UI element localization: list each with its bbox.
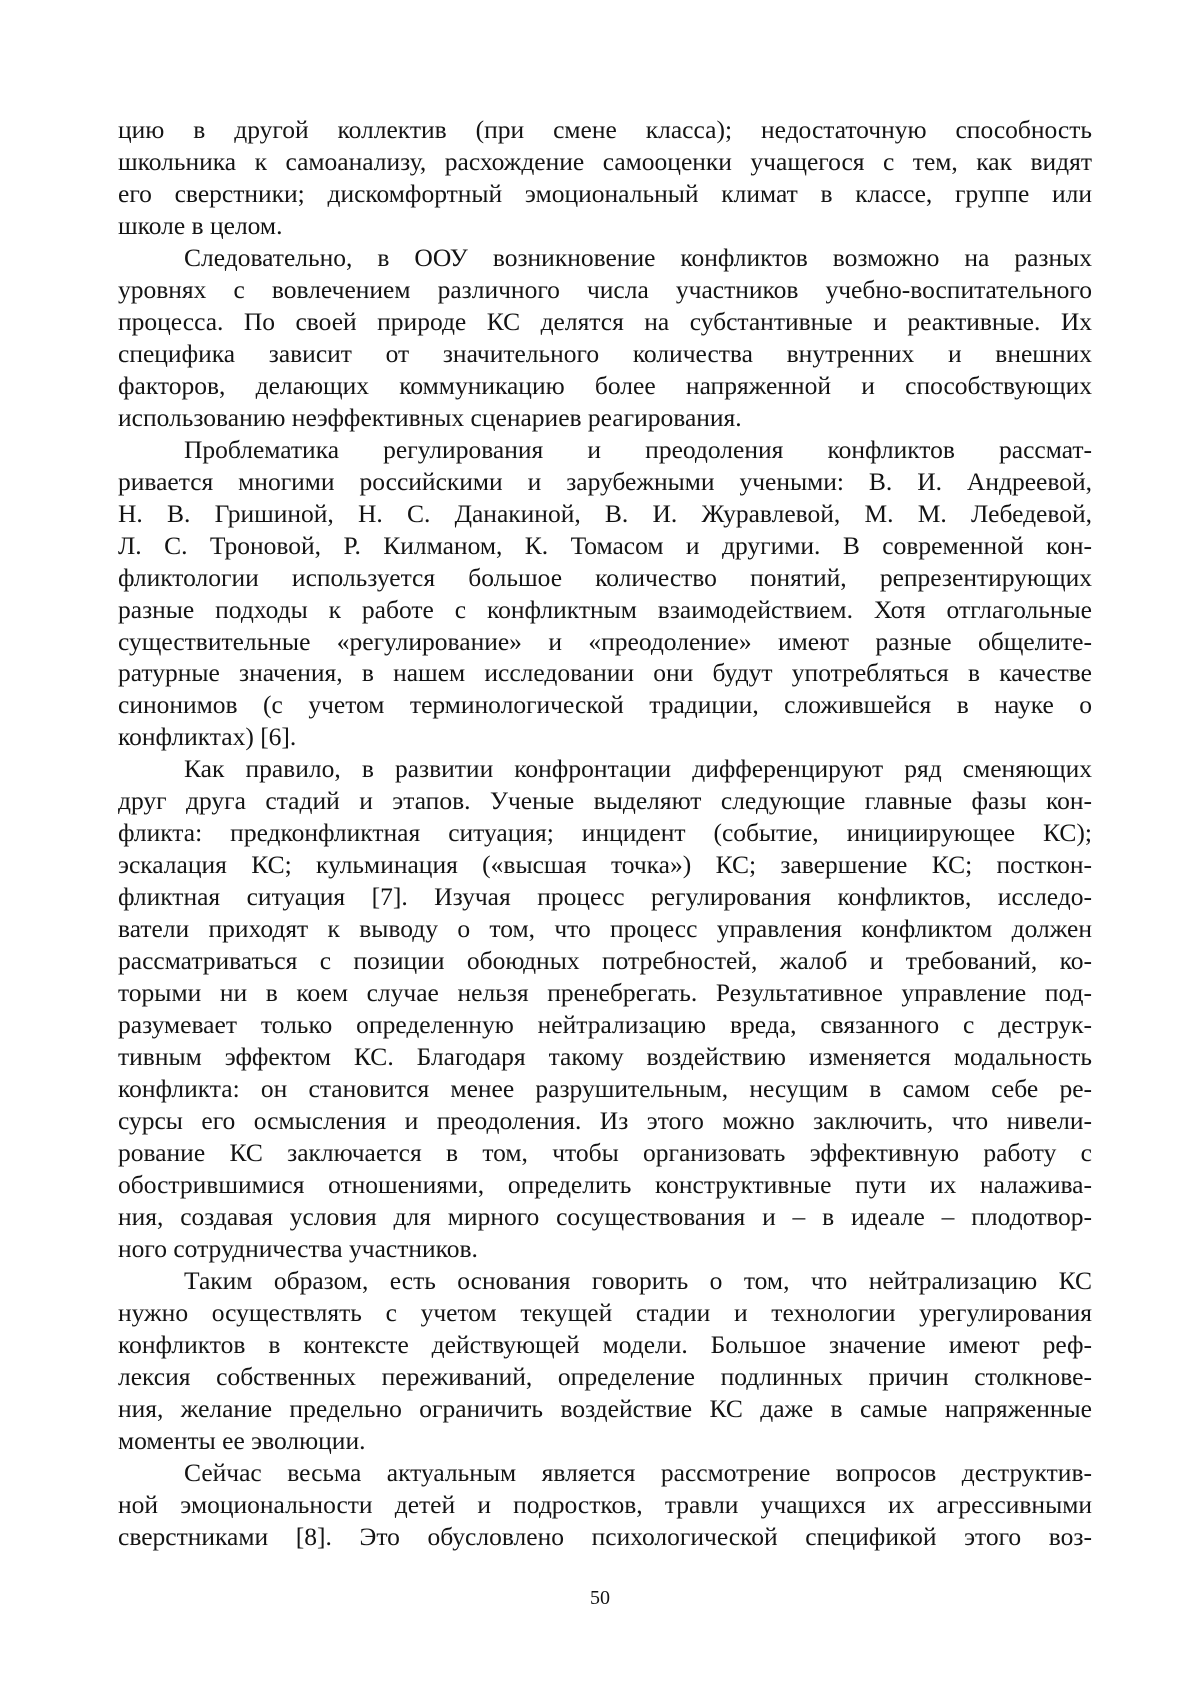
text-line: фликтная ситуация [7]. Изучая процесс регулирования конфликтов, исследо- (118, 882, 1092, 912)
paragraph-first-line: Таким образом, есть основания говорить о том, что нейтрализацию КС (184, 1265, 1092, 1295)
text-line: рование КС заключается в том, чтобы организовать эффективную работу с (118, 1138, 1092, 1167)
paragraph-first-line: Сейчас весьма актуальным является рассмотрение вопросов деструктив- (184, 1457, 1092, 1487)
text-line: ватели приходят к выводу о том, что процесс управления конфликтом должен (118, 914, 1092, 944)
text-line: моменты ее эволюции. (118, 1425, 366, 1455)
text-line: уровнях с вовлечением различного числа участников учебно-воспитательного (118, 274, 1092, 304)
text-line: разумевает только определенную нейтрализацию вреда, связанного с деструк- (118, 1010, 1092, 1040)
body-text (118, 114, 1092, 1553)
text-line: ной эмоциональности детей и подростков, травли учащихся их агрессивными (118, 1489, 1092, 1519)
text-line: школьника к самоанализу, расхождение самооценки учащегося с тем, как видят (118, 146, 1092, 176)
text-line: школе в целом. (118, 210, 283, 240)
text-line: лексия собственных переживаний, определение подлинных причин столкнове- (118, 1361, 1092, 1391)
text-line: его сверстники; дискомфортный эмоциональный климат в классе, группе или (118, 178, 1092, 208)
text-line: существительные «регулирование» и «преодоление» имеют разные общелите- (118, 626, 1092, 656)
text-line: Л. С. Троновой, Р. Килманом, К. Томасом и другими. В современной кон- (118, 530, 1092, 560)
text-line: процесса. По своей природе КС делятся на субстантивные и реактивные. Их (118, 306, 1092, 336)
page-number: 50 (590, 1587, 610, 1609)
text-line: ния, желание предельно ограничить воздействие КС даже в самые напряженные (118, 1393, 1092, 1423)
text-line: друг друга стадий и этапов. Ученые выделяют следующие главные фазы кон- (118, 786, 1092, 816)
text-line: специфика зависит от значительного количества внутренних и внешних (118, 338, 1092, 368)
text-line: фликта: предконфликтная ситуация; инцидент (событие, инициирующее КС); (118, 818, 1092, 848)
text-line: факторов, делающих коммуникацию более напряженной и способствующих (118, 370, 1092, 400)
text-line: сверстниками [8]. Это обусловлено психологической спецификой этого воз- (118, 1521, 1092, 1551)
text-line: разные подходы к работе с конфликтным взаимодействием. Хотя отглагольные (118, 594, 1092, 624)
text-line: обострившимися отношениями, определить конструктивные пути их налажива- (118, 1169, 1092, 1199)
text-line: цию в другой коллектив (при смене класса); недостаточную способность (118, 115, 1092, 144)
text-line: использованию неэффективных сценариев реагирования. (118, 402, 742, 432)
text-line: ратурные значения, в нашем исследовании они будут употребляться в качестве (118, 658, 1092, 688)
text-line: сурсы его осмысления и преодоления. Из этого можно заключить, что нивели- (118, 1106, 1092, 1136)
text-line: фликтологии используется большое количество понятий, репрезентирующих (118, 562, 1092, 592)
text-line: нужно осуществлять с учетом текущей стадии и технологии урегулирования (118, 1297, 1092, 1327)
paragraph-first-line: Как правило, в развитии конфронтации дифференцируют ряд сменяющих (184, 754, 1092, 784)
text-line: торыми ни в коем случае нельзя пренебрегать. Результативное управление под- (118, 978, 1092, 1008)
text-line: ного сотрудничества участников. (118, 1233, 478, 1263)
text-line: ривается многими российскими и зарубежными учеными: В. И. Андреевой, (118, 466, 1092, 496)
paragraph-first-line: Проблематика регулирования и преодоления конфликтов рассмат- (184, 434, 1092, 464)
text-line: конфликтов в контексте действующей модели. Большое значение имеют реф- (118, 1329, 1092, 1359)
text-line: тивным эффектом КС. Благодаря такому воздействию изменяется модальность (118, 1042, 1092, 1072)
text-line: рассматриваться с позиции обоюдных потребностей, жалоб и требований, ко- (118, 946, 1092, 976)
text-line: Н. В. Гришиной, Н. С. Данакиной, В. И. Журавлевой, М. М. Лебедевой, (118, 498, 1092, 528)
text-line: синонимов (с учетом терминологической традиции, сложившейся в науке о (118, 690, 1092, 720)
text-line: ния, создавая условия для мирного сосуществования и – в идеале – плодотвор- (118, 1201, 1092, 1231)
text-line: конфликтах) [6]. (118, 722, 297, 752)
text-line: конфликта: он становится менее разрушительным, несущим в самом себе ре- (118, 1074, 1092, 1104)
paragraph-first-line: Следовательно, в ООУ возникновение конфликтов возможно на разных (184, 242, 1092, 272)
text-line: эскалация КС; кульминация («высшая точка») КС; завершение КС; посткон- (118, 850, 1092, 880)
